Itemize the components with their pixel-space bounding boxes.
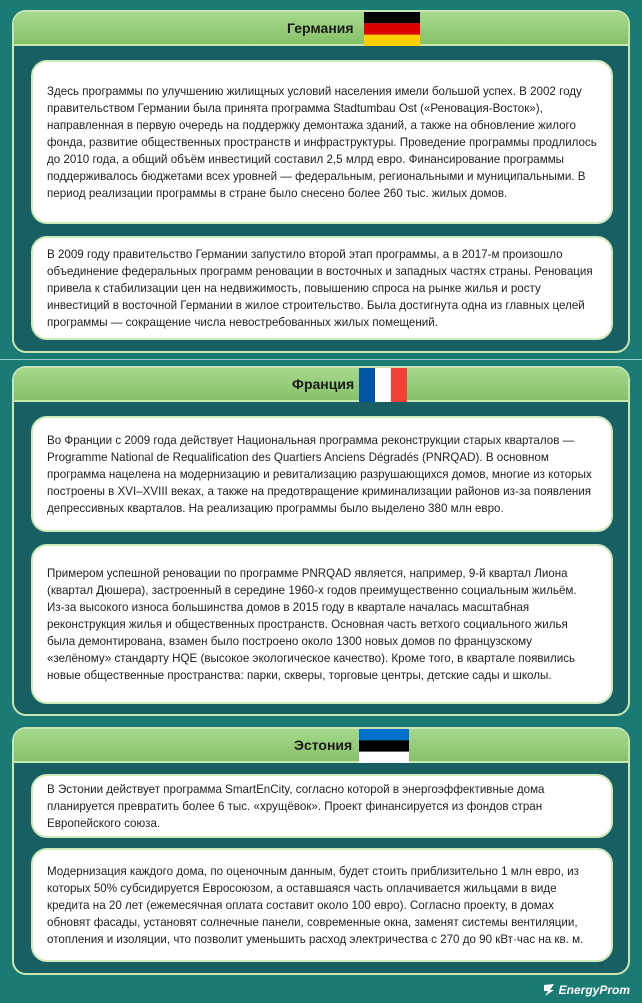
brand-name: EnergyProm [558, 983, 630, 997]
france-flag-icon [359, 368, 407, 402]
flag-stripe [364, 35, 420, 46]
section-france [12, 366, 630, 716]
section-divider [0, 359, 642, 360]
paragraph: Во Франции с 2009 года действует Национальная программа реконструкции старых кварталов — Programme National de Requalification des Quartiers Anciens Dégradés (PNRQAD). В основном программа нацелена на модернизацию и ревитализацию разрушающихся домов, многие из которых построены в XVI–XVIII веках, а также на предотвращение криминализации районов из-за появления депрессивных кварталов. На реализацию программы было выделено 380 млн евро. [47, 433, 592, 515]
paragraph: Модернизация каждого дома, по оценочным данным, будет стоить приблизительно 1 млн евро, из которых 50% субсидируется Евросоюзом, а оставшаяся часть оплачивается жильцами в виде кредита на 20 лет (ежемесячная оплата составит около 100 евро). Согласно проекту, в домах обновят фасады, установят солнечные панели, современные окна, заменят системы вентиляции, отопления и изоляции, что позволит уменьшить расход электричества с 270 до 90 кВт·час на кв. м. [47, 864, 584, 946]
section-header [14, 368, 628, 402]
text-card [31, 60, 613, 224]
estonia-flag-icon [359, 729, 409, 763]
section-estonia [12, 727, 630, 975]
flag-stripe [364, 12, 420, 23]
flag-stripe [359, 368, 375, 402]
section-germany [12, 10, 630, 353]
text-card [31, 774, 613, 838]
brand-logo [542, 983, 630, 997]
paragraph: В 2009 году правительство Германии запустило второй этап программы, а в 2017-м произошло объединение федеральных программ реновации в восточных и западных частях страны. Реновация привела к стабилизации цен на недвижимость, повышению спроса на рынке жилья и росту инвестиций в восточной Германии в жилое строительство. Была достигнута одна из главных целей программы — сокращение числа невостребованных жилых помещений. [47, 247, 593, 329]
flag-stripe [364, 23, 420, 34]
paragraph: Здесь программы по улучшению жилищных условий населения имели большой успех. В 2002 году правительством Германии была принята программа Stadtumbau Ost («Реновация-Восток»), направленная в первую очередь на поддержку демонтажа зданий, а также на обновление жилого фонда, развитие общественных пространств и инфраструктуры. Проведение программы продлилось до 2010 года, а общий объём инвестиций составил 2,5 млрд евро. Финансирование программы поддерживалось бюджетами всех уровней — федеральным, региональными и муниципальными. В период реализации программы в стране было снесено более 260 тыс. жилых домов. [47, 84, 597, 200]
germany-flag-icon [364, 12, 420, 46]
text-card [31, 848, 613, 962]
section-title: Эстония [294, 737, 353, 753]
text-card [31, 416, 613, 532]
section-title: Германия [287, 20, 354, 36]
section-header [14, 729, 628, 763]
lightning-icon [542, 983, 556, 997]
paragraph: Примером успешной реновации по программе PNRQAD является, например, 9-й квартал Лиона (квартал Дюшера), застроенный в середине 1960-х годов преимущественно социальным жильём. Из-за высокого износа большинства домов в 2015 году в квартале началась масштабная реконструкция жилья и общественных пространств. Основная часть ветхого социального жилья была демонтирована, взамен было построено около 1300 новых домов по французскому «зелёному» стандарту HQE (высокое экологическое качество). Кроме того, в квартале появились новые общественные пространства: парки, скверы, торговые центры, детские сады и школы. [47, 566, 577, 682]
flag-stripe [359, 740, 409, 751]
section-title: Франция [292, 376, 355, 392]
paragraph: В Эстонии действует программа SmartEnCity, согласно которой в энергоэффективные дома планируется превратить более 6 тыс. «хрущёвок». Проект финансируется из фондов стран Европейского союза. [47, 782, 545, 830]
flag-stripe [391, 368, 407, 402]
text-card [31, 236, 613, 340]
text-card [31, 544, 613, 704]
flag-stripe [359, 729, 409, 740]
flag-stripe [375, 368, 391, 402]
section-header [14, 12, 628, 46]
flag-stripe [359, 752, 409, 763]
